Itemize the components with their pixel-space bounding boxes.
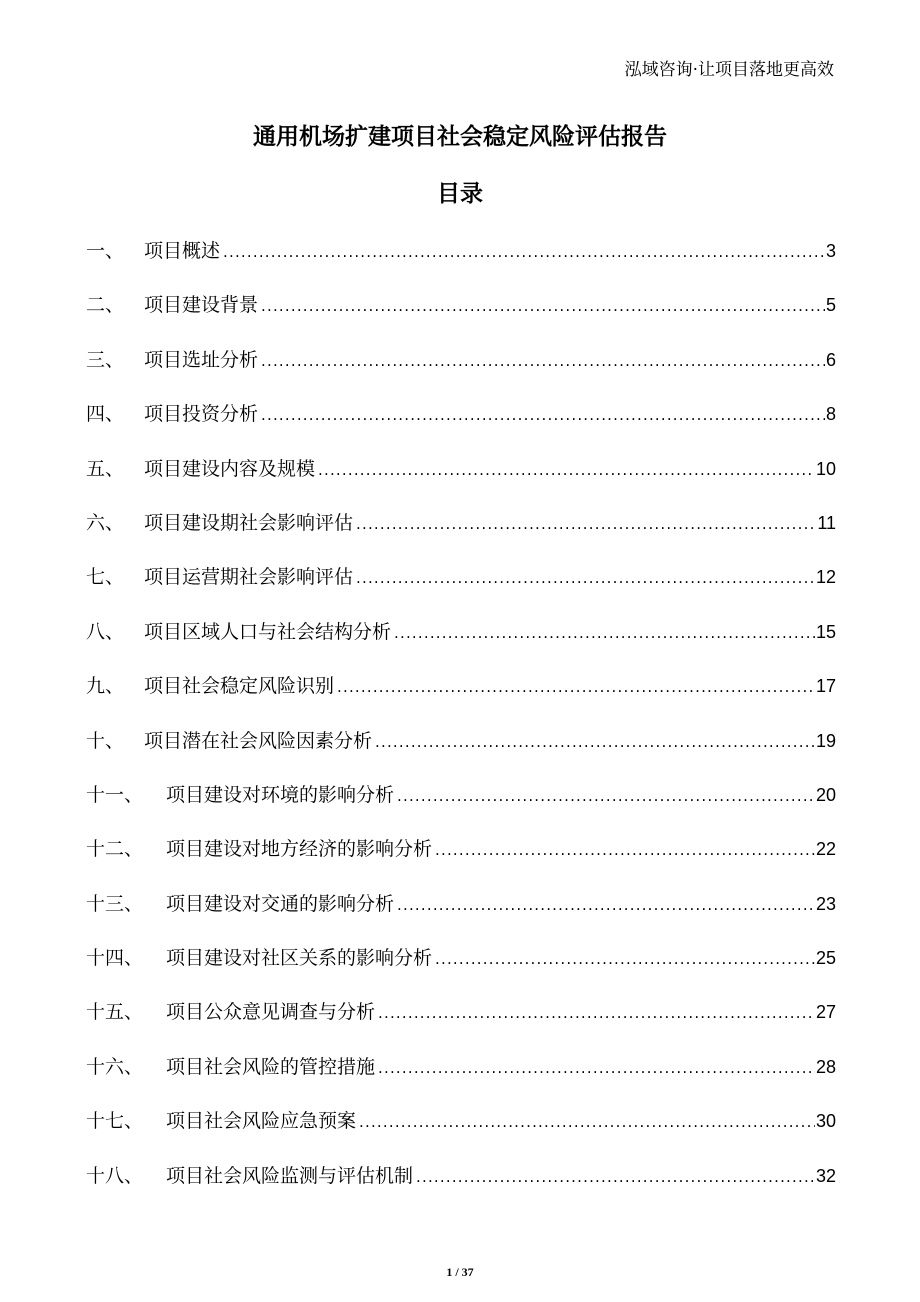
toc-entry-number: 十六、 bbox=[86, 1055, 144, 1078]
toc-entry-title: 项目潜在社会风险因素分析 bbox=[144, 729, 373, 752]
toc-entry[interactable] bbox=[86, 396, 836, 450]
toc-entry-title: 项目建设对环境的影响分析 bbox=[166, 783, 395, 806]
toc-entry-page: 27 bbox=[815, 1002, 836, 1023]
toc-entry-title: 项目社会风险应急预案 bbox=[166, 1110, 357, 1133]
toc-entry-page: 12 bbox=[815, 567, 836, 588]
toc-entry-number: 十四、 bbox=[86, 947, 144, 970]
toc-dot-leader bbox=[261, 343, 825, 379]
toc-entry-number: 十五、 bbox=[86, 1001, 144, 1024]
toc-entry[interactable] bbox=[86, 287, 836, 341]
toc-entry[interactable] bbox=[86, 994, 836, 1048]
toc-entry-page: 28 bbox=[815, 1056, 836, 1077]
toc-dot-leader bbox=[337, 669, 815, 705]
toc-entry-page: 20 bbox=[815, 784, 836, 805]
toc-entry[interactable] bbox=[86, 886, 836, 940]
toc-entry-title: 项目建设对交通的影响分析 bbox=[166, 892, 395, 915]
document-title: 通用机场扩建项目社会稳定风险评估报告 bbox=[253, 124, 667, 150]
toc-entry[interactable] bbox=[86, 1049, 836, 1103]
toc-entry-page: 11 bbox=[817, 512, 836, 533]
toc-entry-title: 项目投资分析 bbox=[144, 403, 259, 426]
toc-entry-number: 一、 bbox=[86, 240, 125, 262]
toc-entry-number: 十三、 bbox=[86, 892, 144, 915]
toc-entry-title: 项目选址分析 bbox=[144, 348, 259, 371]
toc-entry-page: 22 bbox=[815, 839, 836, 860]
toc-entry[interactable] bbox=[86, 505, 836, 559]
toc-dot-leader bbox=[261, 288, 825, 324]
toc-entry-number: 九、 bbox=[86, 675, 125, 698]
toc-entry-page: 6 bbox=[825, 349, 836, 370]
toc-entry-page: 15 bbox=[815, 621, 836, 642]
toc-heading: 目录 bbox=[437, 181, 483, 207]
toc-entry-number: 十二、 bbox=[86, 838, 144, 861]
toc-entry[interactable] bbox=[86, 451, 836, 505]
toc-dot-leader bbox=[435, 832, 815, 868]
toc-dot-leader bbox=[394, 615, 815, 651]
toc-entry-title: 项目概述 bbox=[144, 240, 221, 262]
toc-entry[interactable] bbox=[86, 831, 836, 885]
toc-entry[interactable] bbox=[86, 614, 836, 668]
toc-dot-leader bbox=[375, 724, 815, 760]
toc-dot-leader bbox=[397, 887, 815, 923]
toc-entry-number: 十、 bbox=[86, 729, 125, 752]
toc-entry-page: 32 bbox=[815, 1165, 836, 1186]
toc-entry[interactable] bbox=[86, 723, 836, 777]
toc-entry[interactable] bbox=[86, 668, 836, 722]
toc-dot-leader bbox=[378, 1050, 815, 1086]
toc-entry-page: 5 bbox=[825, 295, 836, 316]
toc-entry[interactable] bbox=[86, 233, 836, 287]
toc-entry-page: 30 bbox=[815, 1111, 836, 1132]
toc-entry-title: 项目公众意见调查与分析 bbox=[166, 1001, 376, 1024]
toc-dot-leader bbox=[435, 941, 815, 977]
toc-entry[interactable] bbox=[86, 1103, 836, 1157]
toc-entry-page: 19 bbox=[815, 730, 836, 751]
toc-entry[interactable] bbox=[86, 342, 836, 396]
toc-entry-number: 八、 bbox=[86, 620, 125, 643]
toc-entry-number: 十七、 bbox=[86, 1110, 144, 1133]
toc-entry-title: 项目建设背景 bbox=[144, 294, 259, 317]
toc-entry[interactable] bbox=[86, 777, 836, 831]
toc-entry-number: 四、 bbox=[86, 403, 125, 426]
toc-entry-number: 三、 bbox=[86, 348, 125, 371]
table-of-contents bbox=[86, 233, 836, 1212]
toc-entry-number: 五、 bbox=[86, 457, 125, 480]
toc-dot-leader bbox=[318, 452, 815, 488]
toc-dot-leader bbox=[378, 995, 815, 1031]
toc-entry-page: 10 bbox=[815, 458, 836, 479]
toc-entry-number: 二、 bbox=[86, 294, 125, 317]
toc-entry-page: 8 bbox=[825, 404, 836, 425]
header-tagline: 泓域咨询·让项目落地更高效 bbox=[624, 60, 834, 80]
toc-dot-leader bbox=[359, 1104, 815, 1140]
toc-entry-title: 项目社会风险监测与评估机制 bbox=[166, 1164, 414, 1187]
toc-entry-number: 七、 bbox=[86, 566, 125, 589]
toc-entry-page: 25 bbox=[815, 948, 836, 969]
toc-entry-number: 十一、 bbox=[86, 783, 144, 806]
toc-entry-title: 项目区域人口与社会结构分析 bbox=[144, 620, 392, 643]
toc-dot-leader bbox=[223, 234, 825, 270]
toc-entry-number: 十八、 bbox=[86, 1164, 144, 1187]
toc-entry-title: 项目建设内容及规模 bbox=[144, 457, 316, 480]
toc-entry[interactable] bbox=[86, 1158, 836, 1212]
toc-entry-title: 项目社会稳定风险识别 bbox=[144, 675, 335, 698]
toc-entry-title: 项目建设期社会影响评估 bbox=[144, 511, 354, 534]
toc-dot-leader bbox=[356, 506, 816, 542]
toc-entry-title: 项目社会风险的管控措施 bbox=[166, 1055, 376, 1078]
toc-entry-title: 项目运营期社会影响评估 bbox=[144, 566, 354, 589]
toc-dot-leader bbox=[416, 1159, 815, 1195]
toc-entry-title: 项目建设对地方经济的影响分析 bbox=[166, 838, 433, 861]
toc-dot-leader bbox=[356, 560, 815, 596]
toc-dot-leader bbox=[261, 397, 825, 433]
toc-entry-page: 17 bbox=[815, 676, 836, 697]
toc-dot-leader bbox=[397, 778, 815, 814]
toc-entry[interactable] bbox=[86, 940, 836, 994]
toc-entry-page: 23 bbox=[815, 893, 836, 914]
page-number-footer: 1 / 37 bbox=[446, 1265, 474, 1279]
toc-entry-title: 项目建设对社区关系的影响分析 bbox=[166, 947, 433, 970]
toc-entry-number: 六、 bbox=[86, 511, 125, 534]
toc-entry[interactable] bbox=[86, 559, 836, 613]
toc-entry-page: 3 bbox=[825, 241, 836, 261]
